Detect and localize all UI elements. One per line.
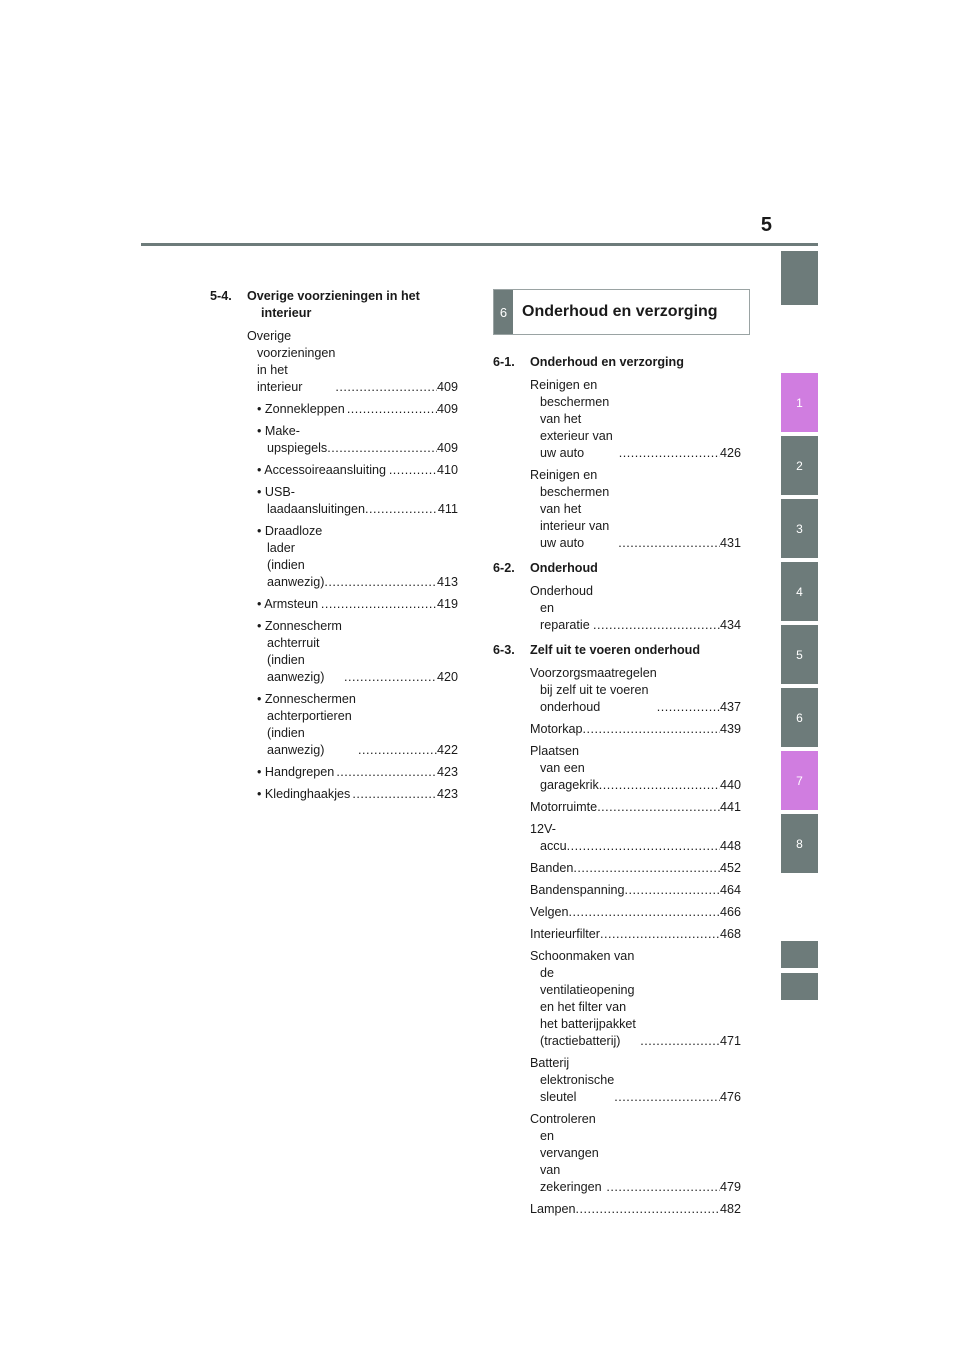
toc-entry-page: 423 — [436, 765, 458, 779]
toc-entry-title: Schoonmaken van de ventilatieopening en het filter van het batterijpakket (tractiebatterij) — [530, 949, 636, 1048]
chapter-tab-7[interactable]: 7 — [781, 751, 818, 810]
header-rule — [141, 243, 818, 246]
toc-entry[interactable] — [210, 523, 458, 591]
section-number: 6-3. — [493, 643, 515, 657]
toc-entry-title: Velgen — [530, 905, 569, 919]
toc-entry-title: • Accessoireaansluiting — [257, 463, 387, 477]
dot-leader — [657, 699, 720, 716]
toc-entry-page: 411 — [437, 502, 458, 516]
dot-leader — [327, 440, 437, 457]
toc-entry-title: Onderhoud en reparatie — [530, 584, 594, 632]
dot-leader — [600, 926, 720, 943]
toc-entry[interactable] — [210, 401, 458, 418]
toc-entry-page: 439 — [719, 722, 741, 736]
dot-leader — [618, 535, 720, 552]
toc-entry-page: 420 — [436, 670, 458, 684]
toc-section-5-4 — [210, 288, 458, 322]
chapter-tab-8[interactable]: 8 — [781, 814, 818, 873]
toc-section — [493, 560, 741, 577]
dot-leader — [614, 1089, 720, 1106]
section-title: Zelf uit te voeren onderhoud — [530, 643, 701, 657]
toc-entry-title: Voorzorgsmaatregelen bij zelf uit te voeren onderhoud — [530, 666, 657, 714]
chapter-tab-4[interactable]: 4 — [781, 562, 818, 621]
toc-entry-page: 426 — [719, 446, 741, 460]
chapter-tab-blank[interactable] — [781, 251, 818, 305]
toc-right-column — [493, 354, 741, 1223]
chapter-number: 6 — [494, 290, 513, 334]
dot-leader — [324, 574, 437, 591]
dot-leader — [640, 1033, 720, 1050]
section-number: 5-4. — [210, 289, 232, 303]
dot-leader — [573, 860, 720, 877]
toc-entry[interactable] — [210, 764, 458, 781]
section-title: Onderhoud — [530, 561, 598, 575]
toc-entry[interactable] — [210, 691, 458, 759]
toc-entry-title: Bandenspanning — [530, 883, 625, 897]
toc-entry[interactable] — [493, 799, 741, 816]
toc-entry[interactable] — [493, 948, 741, 1050]
dot-leader — [593, 617, 720, 634]
chapter-tab-1[interactable]: 1 — [781, 373, 818, 432]
toc-entries-left — [210, 328, 458, 803]
toc-entry-page: 452 — [719, 861, 741, 875]
toc-entry-title: Reinigen en beschermen van het interieur van uw auto — [530, 468, 610, 550]
toc-entry[interactable] — [493, 860, 741, 877]
section-number: 6-1. — [493, 355, 515, 369]
toc-entry-title: • Zonnescherm achterruit (indien aanwezig) — [257, 619, 342, 684]
toc-entry[interactable] — [493, 583, 741, 634]
toc-entry-page: 413 — [436, 575, 458, 589]
section-number: 6-2. — [493, 561, 515, 575]
toc-entry-title: Interieurfilter — [530, 927, 600, 941]
dot-leader — [583, 721, 720, 738]
chapter-tab-5[interactable]: 5 — [781, 625, 818, 684]
toc-entry-page: 479 — [719, 1180, 741, 1194]
toc-entry[interactable] — [493, 904, 741, 921]
toc-entry-page: 476 — [719, 1090, 741, 1104]
toc-entry-page: 437 — [719, 700, 741, 714]
toc-entry-page: 466 — [719, 905, 741, 919]
toc-entry-title: • USB-laadaansluitingen — [257, 485, 366, 516]
toc-entry-title: • Draadloze lader (indien aanwezig) — [257, 524, 325, 589]
toc-entry-page: 409 — [436, 441, 458, 455]
dot-leader — [389, 462, 437, 479]
toc-entry-page: 423 — [436, 787, 458, 801]
toc-entry-title: • Make-upspiegels — [257, 424, 328, 455]
section-title: Overige voorzieningen in het interieur — [247, 289, 420, 320]
toc-entry[interactable] — [493, 926, 741, 943]
chapter-tab-blank[interactable] — [781, 941, 818, 968]
dot-leader — [344, 669, 437, 686]
toc-entry-title: Reinigen en beschermen van het exterieur van uw auto — [530, 378, 613, 460]
dot-leader — [606, 1179, 720, 1196]
dot-leader — [599, 777, 720, 794]
toc-left-column — [210, 288, 458, 808]
toc-entry-page: 422 — [436, 743, 458, 757]
dot-leader — [567, 838, 720, 855]
toc-entry[interactable] — [493, 721, 741, 738]
chapter-tab-blank[interactable] — [781, 973, 818, 1000]
toc-entry[interactable] — [493, 1111, 741, 1196]
toc-entry-page: 419 — [436, 597, 458, 611]
toc-entry-page: 409 — [436, 402, 458, 416]
toc-entry-page: 464 — [719, 883, 741, 897]
toc-entry-page: 409 — [436, 380, 458, 394]
section-title: Onderhoud en verzorging — [530, 355, 684, 369]
chapter-title: Onderhoud en verzorging — [522, 303, 718, 320]
dot-leader — [335, 379, 437, 396]
toc-entry[interactable] — [210, 462, 458, 479]
toc-entry-title: Lampen — [530, 1202, 576, 1216]
toc-entry-title: Motorruimte — [530, 800, 598, 814]
toc-entry-title: Controleren en vervangen van zekeringen — [530, 1112, 602, 1194]
toc-entry[interactable] — [493, 882, 741, 899]
toc-entry[interactable] — [493, 1055, 741, 1106]
dot-leader — [597, 799, 720, 816]
toc-entry-title: Batterij elektronische sleutel — [530, 1056, 615, 1104]
dot-leader — [569, 904, 720, 921]
dot-leader — [576, 1201, 720, 1218]
dot-leader — [336, 764, 437, 781]
toc-entry-page: 448 — [719, 839, 741, 853]
toc-entry-title: • Handgrepen — [257, 765, 335, 779]
toc-entry-page: 440 — [719, 778, 741, 792]
toc-entry-title: Banden — [530, 861, 574, 875]
toc-entry[interactable] — [493, 743, 741, 794]
toc-entry-title: • Kledinghaakjes — [257, 787, 351, 801]
toc-entry[interactable] — [210, 423, 458, 457]
chapter-header — [493, 289, 750, 335]
toc-entry[interactable] — [493, 377, 741, 462]
toc-entry[interactable] — [493, 665, 741, 716]
dot-leader — [365, 501, 438, 518]
page-number: 5 — [760, 214, 772, 236]
dot-leader — [321, 596, 437, 613]
toc-entry-page: 471 — [719, 1034, 741, 1048]
toc-section — [493, 354, 741, 371]
chapter-tab-2[interactable]: 2 — [781, 436, 818, 495]
toc-entry-title: Plaatsen van een garagekrik — [530, 744, 599, 792]
dot-leader — [619, 445, 720, 462]
toc-entry-page: 441 — [719, 800, 741, 814]
toc-entry[interactable] — [210, 484, 458, 518]
toc-section — [493, 642, 741, 659]
dot-leader — [625, 882, 720, 899]
toc-entry-page: 482 — [719, 1202, 741, 1216]
toc-entry-title: 12V-accu — [530, 822, 567, 853]
toc-entry-title: • Armsteun — [257, 597, 319, 611]
dot-leader — [358, 742, 437, 759]
toc-entry[interactable] — [210, 328, 458, 396]
toc-entry-title: Overige voorzieningen in het interieur — [247, 329, 336, 394]
toc-entry-page: 431 — [719, 536, 741, 550]
toc-entry-title: Motorkap — [530, 722, 583, 736]
toc-entry[interactable] — [493, 821, 741, 855]
toc-entry[interactable] — [493, 1201, 741, 1218]
chapter-tab-3[interactable]: 3 — [781, 499, 818, 558]
toc-entry[interactable] — [493, 467, 741, 552]
toc-entry-page: 468 — [719, 927, 741, 941]
chapter-tab-6[interactable]: 6 — [781, 688, 818, 747]
toc-entry-page: 410 — [436, 463, 458, 477]
toc-entry[interactable] — [210, 596, 458, 613]
toc-entry-title: • Zonnekleppen — [257, 402, 345, 416]
dot-leader — [347, 401, 437, 418]
toc-entry-title: • Zonneschermen achterportieren (indien aanwezig) — [257, 692, 356, 757]
dot-leader — [352, 786, 437, 803]
toc-entry[interactable] — [210, 786, 458, 803]
toc-entry-page: 434 — [719, 618, 741, 632]
toc-entry[interactable] — [210, 618, 458, 686]
